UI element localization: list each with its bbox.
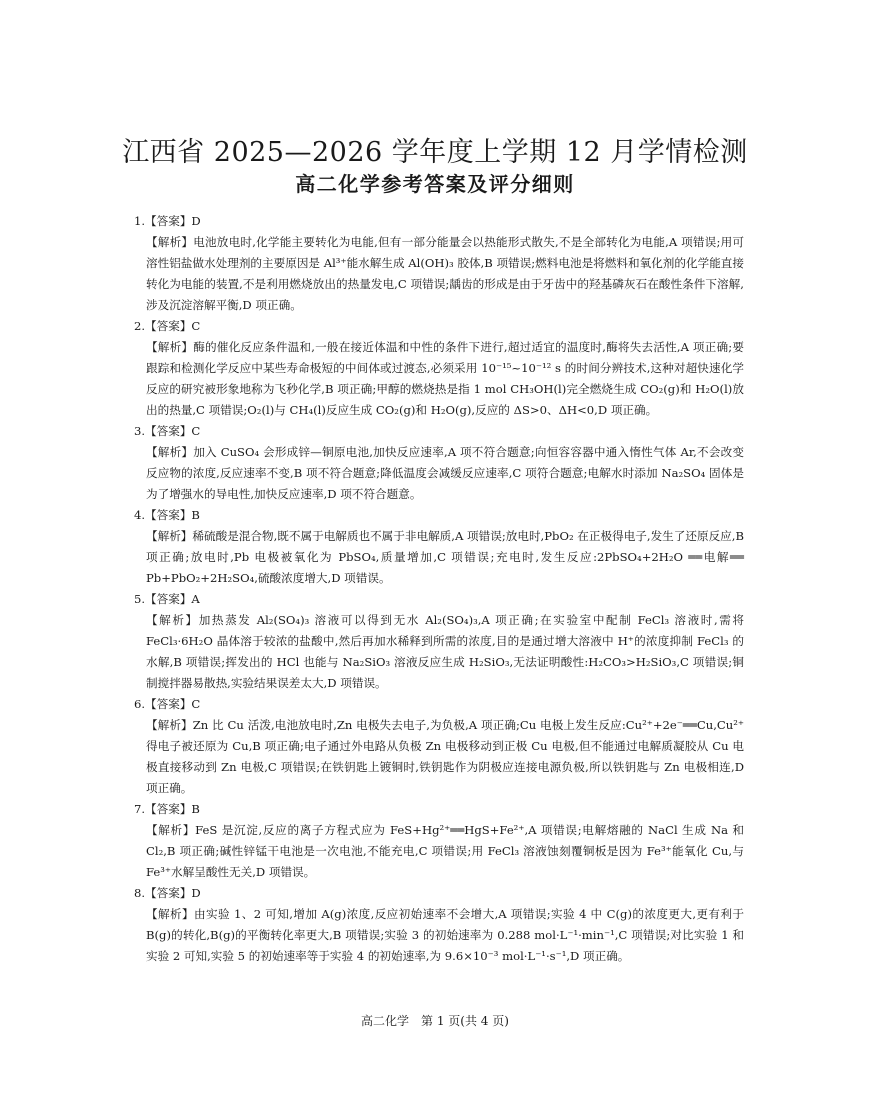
question-item xyxy=(134,694,744,799)
answer-line: 5.【答案】A xyxy=(134,592,200,606)
analysis-paragraph: 【解析】加入 CuSO₄ 会形成锌—铜原电池,加快反应速率,A 项不符合题意;向恒容容器中通入惰性气体 Ar,不会改变反应物的浓度,反应速率不变,B 项不符合题意;降低温度会减缓反应速率,C 项符合题意;电解水时添加 Na₂SO₄ 固体是为了增强水的导电性,加快反应速率,D 项不符合题意。 xyxy=(146,445,744,501)
analysis-paragraph: 【解析】FeS 是沉淀,反应的离子方程式应为 FeS+Hg²⁺══HgS+Fe²⁺,A 项错误;电解熔融的 NaCl 生成 Na 和 Cl₂,B 项正确;碱性锌锰干电池是一次电池,不能充电,C 项错误;用 FeCl₃ 溶液蚀刻覆铜板是因为 Fe³⁺能氧化 Cu,与 Fe³⁺水解呈酸性无关,D 项错误。 xyxy=(146,823,744,879)
question-item xyxy=(134,505,744,589)
analysis-paragraph: 【解析】由实验 1、2 可知,增加 A(g)浓度,反应初始速率不会增大,A 项错误;实验 4 中 C(g)的浓度更大,更有利于 B(g)的转化,B(g)的平衡转化率更大,B 项错误;实验 3 的初始速率为 0.288 mol·L⁻¹·min⁻¹,C 项错误;对比实验 1 和实验 2 可知,实验 5 的初始速率等于实验 4 的初始速率,为 9.6×10⁻³ mol·L⁻¹·s⁻¹,D 项正确。 xyxy=(146,907,744,963)
answer-line: 2.【答案】C xyxy=(134,319,201,333)
analysis-paragraph: 【解析】电池放电时,化学能主要转化为电能,但有一部分能量会以热能形式散失,不是全部转化为电能,A 项错误;用可溶性铝盐做水处理剂的主要原因是 Al³⁺能水解生成 Al(OH)₃ 胶体,B 项错误;燃料电池是将燃料和氧化剂的化学能直接转化为电能的装置,不是利用燃烧放出的热量发电,C 项错误;龋齿的形成是由于牙齿中的羟基磷灰石在酸性条件下溶解,涉及沉淀溶解平衡,D 项正确。 xyxy=(146,235,744,312)
page-footer: 高二化学 第 1 页(共 4 页) xyxy=(361,1014,509,1028)
question-item xyxy=(134,316,744,421)
answer-line: 8.【答案】D xyxy=(134,886,201,900)
question-item xyxy=(134,211,744,316)
answer-line: 3.【答案】C xyxy=(134,424,201,438)
page-subtitle: 高二化学参考答案及评分细则 xyxy=(295,172,575,196)
analysis-paragraph: 【解析】Zn 比 Cu 活泼,电池放电时,Zn 电极失去电子,为负极,A 项正确;Cu 电极上发生反应:Cu²⁺+2e⁻══Cu,Cu²⁺得电子被还原为 Cu,B 项正确;电子通过外电路从负极 Zn 电极移动到正极 Cu 电极,但不能通过电解质凝胶从 Cu 电极直接移动到 Zn 电极,C 项错误;在铁钥匙上镀铜时,铁钥匙作为阴极应连接电源负极,所以铁钥匙与 Zn 电极相连,D 项正确。 xyxy=(146,718,744,795)
question-item xyxy=(134,883,744,967)
answer-line: 7.【答案】B xyxy=(134,802,200,816)
analysis-paragraph: 【解析】酶的催化反应条件温和,一般在接近体温和中性的条件下进行,超过适宜的温度时,酶将失去活性,A 项正确;要跟踪和检测化学反应中某些寿命极短的中间体或过渡态,必须采用 10⁻¹⁵~10⁻¹² s 的时间分辨技术,这种对超快速化学反应的研究被形象地称为飞秒化学,B 项正确;甲醇的燃烧热是指 1 mol CH₃OH(l)完全燃烧生成 CO₂(g)和 H₂O(l)放出的热量,C 项错误;O₂(l)与 CH₄(l)反应生成 CO₂(g)和 H₂O(g),反应的 ΔS>0、ΔH<0,D 项正确。 xyxy=(146,340,744,417)
answer-line: 6.【答案】C xyxy=(134,697,201,711)
analysis-paragraph: 【解析】稀硫酸是混合物,既不属于电解质也不属于非电解质,A 项错误;放电时,PbO₂ 在正极得电子,发生了还原反应,B 项正确;放电时,Pb 电极被氧化为 PbSO₄,质量增加,C 项错误;充电时,发生反应:2PbSO₄+2H₂O ══电解══ Pb+PbO₂+2H₂SO₄,硫酸浓度增大,D 项错误。 xyxy=(146,529,744,585)
answer-line: 1.【答案】D xyxy=(134,214,201,228)
analysis-paragraph: 【解析】加热蒸发 Al₂(SO₄)₃ 溶液可以得到无水 Al₂(SO₄)₃,A 项正确;在实验室中配制 FeCl₃ 溶液时,需将 FeCl₃·6H₂O 晶体溶于较浓的盐酸中,然后再加水稀释到所需的浓度,目的是通过增大溶液中 H⁺的浓度抑制 FeCl₃ 的水解,B 项错误;挥发出的 HCl 也能与 Na₂SiO₃ 溶液反应生成 H₂SiO₃,无法证明酸性:H₂CO₃>H₂SiO₃,C 项错误;铜制搅拌器易散热,实验结果误差太大,D 项错误。 xyxy=(146,613,744,690)
question-item xyxy=(134,421,744,505)
answer-list xyxy=(134,211,744,967)
answer-line: 4.【答案】B xyxy=(134,508,200,522)
page-title: 江西省 2025—2026 学年度上学期 12 月学情检测 xyxy=(122,137,748,168)
question-item xyxy=(134,589,744,694)
question-item xyxy=(134,799,744,883)
